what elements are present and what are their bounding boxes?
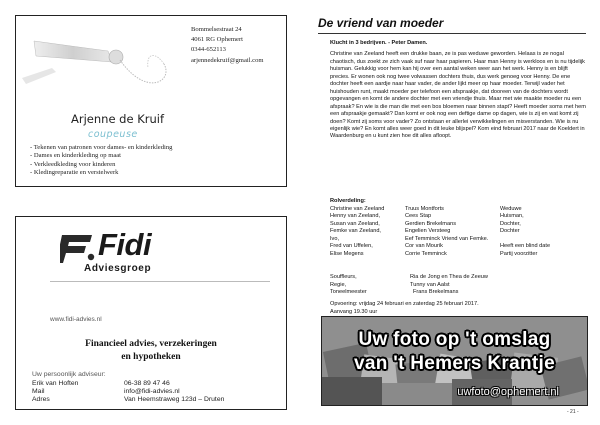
banner-email[interactable]: uwfoto@ophemert.nl (457, 386, 559, 398)
tagline-line-1: Financieel advies, verzekeringen (85, 339, 217, 349)
contact-label: Mail (32, 388, 45, 395)
address-block (191, 25, 264, 66)
cast-actor: Engelien Versteeg (405, 228, 451, 234)
crew-role: Toneelmeester (330, 289, 367, 295)
cast-character: Christine van Zeeland (330, 205, 385, 212)
contact-email[interactable]: info@fidi-advies.nl (124, 388, 180, 395)
cast-character: Femke van Zeeland, (330, 228, 381, 234)
photo-cover-banner (321, 316, 588, 406)
article-body (330, 40, 588, 141)
cast-actor: Gerdien Brekelmans (405, 220, 456, 227)
cast-list (330, 198, 588, 298)
service-item: - Tekenen van patronen voor dames- en kinderkleding (30, 144, 172, 152)
article-title: De vriend van moeder (318, 16, 444, 30)
business-subtitle: coupeuse (88, 129, 138, 140)
fidi-logo-icon (60, 229, 96, 265)
address-street: Bommelsestraat 24 (191, 26, 242, 33)
cast-heading: Rolverdeling: (330, 198, 366, 204)
crew-role: Regie, (330, 281, 347, 288)
cast-description: Weduwe (500, 205, 522, 212)
service-item: - Kledingreparatie en verstelwerk (30, 169, 172, 177)
cast-character: Fred van Uffelen, (330, 243, 373, 249)
contact-label: Erik van Hoften (32, 380, 79, 387)
cast-actor: Cees Stap (405, 213, 432, 219)
service-item: - Verkleedkleding voor kinderen (30, 161, 172, 169)
crew-person: Frans Brekelmans (413, 289, 459, 295)
address-phone: 0344-652113 (191, 46, 226, 54)
services-list (30, 144, 172, 178)
tape-measure-icon (16, 16, 196, 116)
crew-role: Souffleurs, (330, 274, 357, 280)
divider (50, 281, 270, 282)
cast-actor: Truus Montforts (405, 205, 444, 212)
ad-fidi-adviesgroep (15, 216, 287, 410)
cast-description: Heeft een blind date (500, 243, 551, 249)
banner-line-1: Uw foto op 't omslag (358, 329, 551, 350)
performance-time: Aanvang 19.30 uur (330, 308, 378, 315)
logo-subtitle: Adviesgroep (84, 263, 152, 274)
crew-person: Tunny van Aalst (410, 281, 450, 288)
logo-wordmark: Fidi (98, 227, 152, 262)
address-city: 4061 RG Ophemert (191, 36, 244, 44)
business-name: Arjenne de Kruif (71, 112, 165, 126)
crew-person: Ria de Jong en Thea de Zeeuw (410, 274, 488, 280)
performance-dates: Opvoering: vrijdag 24 februari en zaterdag 25 februari 2017. (330, 301, 479, 307)
contact-label: Adres (32, 396, 50, 403)
tagline-line-2: en hypotheken (121, 352, 181, 362)
page-number: - 21 - (567, 409, 579, 415)
title-rule (318, 33, 586, 34)
service-item: - Dames en kinderkleding op maat (30, 152, 172, 160)
cast-character: Ivo, (330, 235, 340, 242)
cast-character: Elise Megens (330, 250, 364, 257)
cast-actor: Corrie Temminck (405, 250, 447, 257)
address-email[interactable]: arjennedekruif@gmail.com (191, 56, 264, 64)
website-link[interactable]: www.fidi-advies.nl (50, 316, 102, 323)
cast-character: Susan van Zeeland, (330, 220, 380, 227)
contact-phone: 06-38 89 47 46 (124, 380, 170, 387)
article-kicker: Klucht in 3 bedrijven. - Peter Damen. (330, 40, 428, 46)
cast-actor: Cor van Mourik (405, 243, 443, 249)
cast-actor: Eef Temminck Vriend van Femke. (405, 235, 489, 242)
cast-description: Dochter, (500, 220, 521, 227)
cast-description: Dochter (500, 228, 520, 234)
cast-description: Partij voorzitter (500, 250, 538, 257)
banner-line-2: van 't Hemers Krantje (354, 353, 555, 374)
contact-heading: Uw persoonlijk adviseur: (32, 371, 106, 378)
cast-character: Henny van Zeeland, (330, 213, 381, 219)
cast-description: Huisman, (500, 213, 524, 219)
contact-address: Van Heemstraweg 123d – Druten (124, 396, 225, 403)
article-paragraph: Christine van Zeeland heeft een drukke baan, ze is pas weduwe geworden. Helaas is ze nogal chaotisch, dus zoekt ze zich vaak suf naar haar papieren. Haar man Henny is werkloos en is nu tijdelijk huisman. Gelukkig voor hem kan hij over een aantal weken weer aan het werk. Henny is en blijft precies. Er wonen ook nog twee volwassen dochters thuis, dus werk genoeg voor Henny. De ene dochter heeft een aardje naar haar vader, de ander lijkt meer op haar moeder. Terwijl vader het huishouden runt, maakt moeder per telefoon een afspraakje, dat dooreen van de dochters wordt opgevangen en komt de andere dochter met een vriendje thuis. Maar met wie maakte moeder nu een afspraak? En wie is die man die met een bos bloemen naar binnen stapt? Heeft moeder soms met hem een afspraakje gemaakt? Dan komt er ook nog een deftige dame op dagen, wie is zij en wat komt zij doen? Komt zij soms voor vader? Zo ontstaan er allerlei verwikkelingen en misverstanden. Wie is nu eigenlijk wie? En komt alles weer goed in dit leuke blijspel? Kom eind februari 2017 naar de Koeldert in Waardenburg en u kunt zien hoe dit alles afloopt. (330, 51, 586, 140)
ad-arjenne-de-kruif (15, 15, 287, 187)
